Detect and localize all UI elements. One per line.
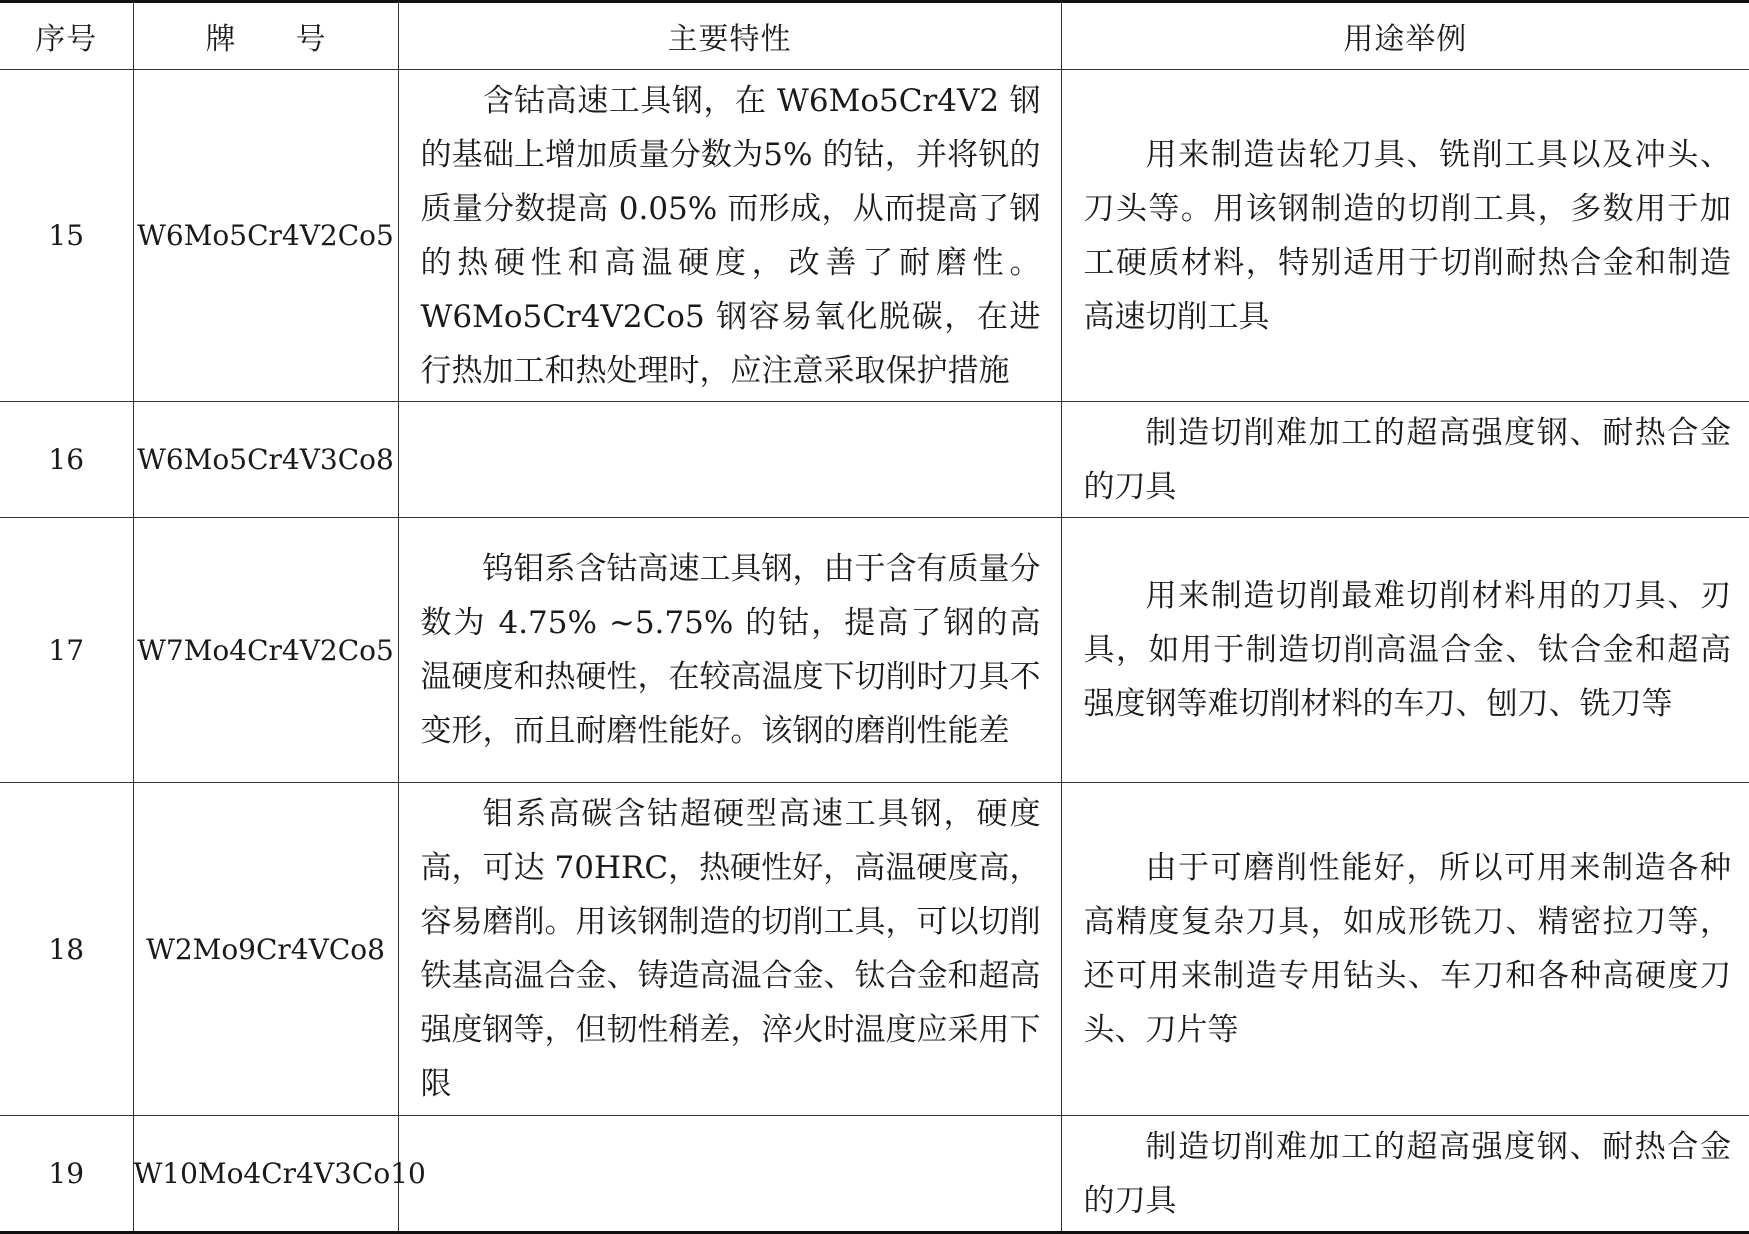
header-uses: 用途举例	[1061, 2, 1749, 70]
row-number: 17	[0, 518, 133, 783]
table-row	[0, 518, 1749, 783]
row-number: 16	[0, 402, 133, 518]
table-row	[0, 70, 1749, 402]
properties-text: 钼系高碳含钴超硬型高速工具钢，硬度高，可达 70HRC，热硬性好，高温硬度高，容易磨削。用该钢制造的切削工具，可以切削铁基高温合金、铸造高温合金、钛合金和超高强度钢等，但韧性稍差，淬火时温度应采用下限	[420, 796, 1041, 1102]
properties-cell	[398, 1116, 1061, 1233]
properties-cell	[398, 402, 1061, 518]
row-number: 18	[0, 783, 133, 1116]
row-number: 19	[0, 1116, 133, 1233]
table-header-row	[0, 2, 1749, 70]
properties-cell	[398, 518, 1061, 783]
table-row	[0, 783, 1749, 1116]
steel-grade: W6Mo5Cr4V2Co5	[133, 70, 398, 402]
header-no: 序号	[0, 2, 133, 70]
uses-cell	[1061, 70, 1749, 402]
uses-cell	[1061, 402, 1749, 518]
uses-cell	[1061, 783, 1749, 1116]
uses-text: 用来制造切削最难切削材料用的刀具、刃具，如用于制造切削高温合金、钛合金和超高强度钢等难切削材料的车刀、刨刀、铣刀等	[1083, 578, 1731, 722]
table-row	[0, 1116, 1749, 1233]
header-properties: 主要特性	[398, 2, 1061, 70]
properties-text: 钨钼系含钴高速工具钢，由于含有质量分数为 4.75% ~5.75% 的钴，提高了钢的高温硬度和热硬性，在较高温度下切削时刀具不变形，而且耐磨性能好。该钢的磨削性能差	[420, 551, 1041, 749]
steel-grade: W7Mo4Cr4V2Co5	[133, 518, 398, 783]
steel-grade: W2Mo9Cr4VCo8	[133, 783, 398, 1116]
uses-cell	[1061, 518, 1749, 783]
row-number: 15	[0, 70, 133, 402]
table-row	[0, 402, 1749, 518]
properties-cell	[398, 783, 1061, 1116]
uses-text: 由于可磨削性能好，所以可用来制造各种高精度复杂刀具，如成形铣刀、精密拉刀等，还可用来制造专用钻头、车刀和各种高硬度刀头、刀片等	[1083, 850, 1731, 1048]
uses-text: 制造切削难加工的超高强度钢、耐热合金的刀具	[1083, 414, 1731, 505]
uses-text: 用来制造齿轮刀具、铣削工具以及冲头、刀头等。用该钢制造的切削工具，多数用于加工硬质材料，特别适用于切削耐热合金和制造高速切削工具	[1083, 136, 1731, 335]
uses-text: 制造切削难加工的超高强度钢、耐热合金的刀具	[1083, 1128, 1731, 1219]
header-grade: 牌号	[133, 2, 398, 70]
steel-grade: W6Mo5Cr4V3Co8	[133, 402, 398, 518]
properties-text: 含钴高速工具钢，在 W6Mo5Cr4V2 钢的基础上增加质量分数为5% 的钴，并将钒的质量分数提高 0.05% 而形成，从而提高了钢的热硬性和高温硬度，改善了耐磨性。W6Mo5Cr4V2Co5 钢容易氧化脱碳，在进行热加工和热处理时，应注意采取保护措施	[420, 82, 1041, 389]
steel-grade: W10Mo4Cr4V3Co10	[133, 1116, 398, 1233]
uses-cell	[1061, 1116, 1749, 1233]
properties-cell	[398, 70, 1061, 402]
